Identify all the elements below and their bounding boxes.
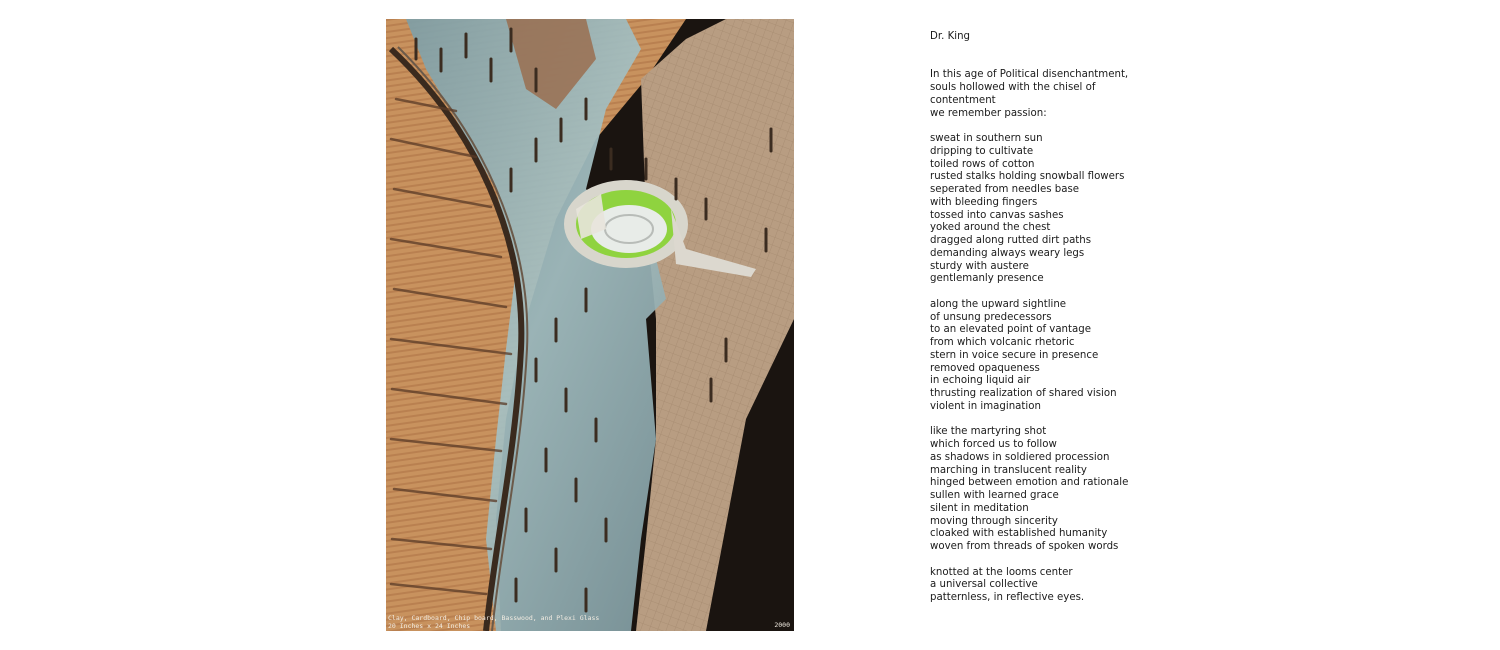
poem-line: with bleeding fingers [930,196,1038,208]
poem-line: hinged between emotion and rationale [930,477,1129,489]
poem [930,31,1260,618]
poem-line: contentment [930,94,996,106]
poem-line: yoked around the chest [930,222,1051,234]
poem-line: demanding always weary legs [930,247,1085,259]
poem-stanza-5 [930,567,1260,605]
poem-stanza-3 [930,299,1260,414]
poem-line: removed opaqueness [930,362,1040,374]
model-photograph [386,19,794,631]
poem-stanza-4 [930,426,1260,554]
poem-title: Dr. King [930,31,971,42]
poem-line: a universal collective [930,579,1038,591]
poem-line: dripping to cultivate [930,145,1034,157]
poem-line: which forced us to follow [930,439,1057,450]
poem-line: seperated from needles base [930,184,1080,195]
poem-line: along the upward sightline [930,298,1067,310]
poem-line: tossed into canvas sashes [930,209,1064,221]
poem-line: sturdy with austere [930,260,1029,272]
memorial-model-image [386,19,794,631]
photo-caption [388,615,599,630]
poem-line: woven from threads of spoken words [930,541,1119,552]
poem-stanza-1 [930,69,1260,120]
poem-line: thrusting realization of shared vision [930,388,1117,399]
caption-materials: Clay, Cardboard, Chip board, Basswood, and Plexi Glass [388,614,600,622]
poem-line: sweat in southern sun [930,133,1043,144]
poem-stanza-2 [930,133,1260,286]
poem-line: violent in imagination [930,400,1041,412]
poem-line: of unsung predecessors [930,311,1052,323]
poem-line: stern in voice secure in presence [930,349,1099,361]
poem-line: knotted at the looms center [930,566,1073,578]
poem-line: as shadows in soldiered procession [930,451,1110,463]
poem-line: souls hollowed with the chisel of [930,82,1096,93]
poem-line: sullen with learned grace [930,490,1059,501]
poem-line: cloaked with established humanity [930,528,1108,540]
caption-dimensions: 20 Inches x 24 Inches [388,621,471,630]
poem-line: gentlemanly presence [930,273,1044,285]
poem-line: silent in meditation [930,502,1029,514]
poem-line: patternless, in reflective eyes. [930,592,1085,603]
poem-line: to an elevated point of vantage [930,324,1091,336]
poem-line: dragged along rutted dirt paths [930,235,1092,246]
poem-line: toiled rows of cotton [930,158,1035,170]
poem-line: rusted stalks holding snowball flowers [930,171,1125,183]
poem-line: in echoing liquid air [930,375,1031,387]
poem-line: moving through sincerity [930,515,1058,527]
poem-line: In this age of Political disenchantment, [930,69,1129,81]
poem-line: we remember passion: [930,107,1047,119]
photo-year: 2000 [774,621,790,629]
poem-line: marching in translucent reality [930,464,1087,476]
poem-line: like the martyring shot [930,426,1047,438]
poem-line: from which volcanic rhetoric [930,337,1075,348]
